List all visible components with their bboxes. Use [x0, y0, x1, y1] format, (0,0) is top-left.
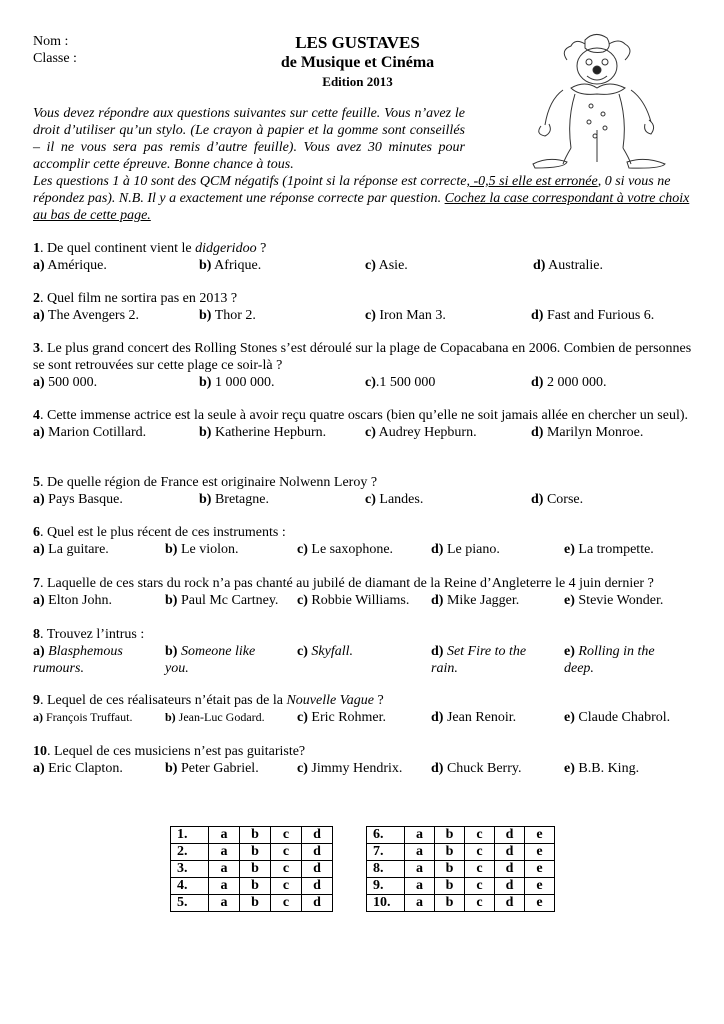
answer-row [367, 827, 555, 844]
question-text: . Lequel de ces réalisateurs n’était pas de la [40, 693, 287, 708]
answer-row-number: 2. [171, 844, 209, 861]
question-number: 8 [33, 627, 40, 642]
question-text-italic: didgeridoo [195, 241, 257, 256]
option-e: e) Claude Chabrol. [564, 710, 671, 725]
answer-checkbox-a[interactable]: a [405, 895, 435, 912]
answer-checkbox-b[interactable]: b [240, 895, 271, 912]
option-d: d) Australie. [533, 258, 603, 273]
question-number: 2 [33, 291, 40, 306]
student-info [33, 33, 77, 67]
answer-row-number: 8. [367, 861, 405, 878]
scoring-rules [33, 173, 691, 224]
answer-checkbox-c[interactable]: c [465, 861, 495, 878]
question-3 [33, 340, 693, 391]
question-number: 10 [33, 744, 47, 759]
answer-checkbox-c[interactable]: c [465, 878, 495, 895]
answer-checkbox-a[interactable]: a [405, 878, 435, 895]
question-text-end: ? [256, 241, 267, 256]
answer-checkbox-b[interactable]: b [240, 844, 271, 861]
answer-row [367, 878, 555, 895]
answer-row [171, 861, 333, 878]
answer-row [171, 844, 333, 861]
option-c: c) Jimmy Hendrix. [297, 761, 403, 776]
option-c: c) Le saxophone. [297, 542, 394, 557]
option-b: b) 1 000 000. [199, 375, 275, 390]
option-b: b) Paul Mc Cartney. [165, 593, 279, 608]
question-8 [33, 626, 693, 677]
option-c: c) Asie. [365, 258, 408, 273]
option-b: b) Katherine Hepburn. [199, 425, 327, 440]
option-b: b) Jean-Luc Godard. [165, 710, 265, 724]
question-number: 9 [33, 693, 40, 708]
answer-checkbox-c[interactable]: c [271, 844, 302, 861]
question-7 [33, 575, 693, 609]
option-d: d) 2 000 000. [531, 375, 607, 390]
answer-row-number: 9. [367, 878, 405, 895]
option-a: a) Marion Cotillard. [33, 425, 147, 440]
answer-row [367, 895, 555, 912]
answer-row-number: 10. [367, 895, 405, 912]
option-c: c) Skyfall. [297, 644, 353, 659]
classe-label: Classe : [33, 51, 77, 66]
option-a: a) The Avengers 2. [33, 308, 140, 323]
option-a: a) Blasphemous rumours. [33, 644, 123, 676]
nom-label: Nom : [33, 34, 69, 49]
scoring-rules-penalty: , -0,5 si elle est erronée [466, 174, 598, 189]
answer-checkbox-d[interactable]: d [302, 861, 333, 878]
answer-checkbox-a[interactable]: a [209, 827, 240, 844]
answer-checkbox-e[interactable]: e [525, 895, 555, 912]
answer-row-number: 1. [171, 827, 209, 844]
question-10 [33, 743, 693, 777]
answer-checkbox-b[interactable]: b [240, 861, 271, 878]
question-1 [33, 240, 693, 274]
answer-row [171, 878, 333, 895]
question-text: . Le plus grand concert des Rolling Stones s’est déroulé sur la plage de Copacabana en 2006. Combien de personnes se sont retrouvées sur cette plage ce soir-là ? [33, 341, 692, 373]
option-b: b) Afrique. [199, 258, 262, 273]
option-d: d) Chuck Berry. [431, 761, 522, 776]
answer-checkbox-b[interactable]: b [240, 827, 271, 844]
answer-row [171, 827, 333, 844]
page-title: LES GUSTAVES [295, 33, 420, 52]
question-2 [33, 290, 693, 324]
option-b: b) Le violon. [165, 542, 239, 557]
question-text: . Lequel de ces musiciens n’est pas guitariste? [47, 744, 306, 759]
option-d: d) Jean Renoir. [431, 710, 517, 725]
option-d: d) Marilyn Monroe. [531, 425, 644, 440]
answer-checkbox-d[interactable]: d [495, 895, 525, 912]
answer-checkbox-c[interactable]: c [271, 861, 302, 878]
option-a: a) Pays Basque. [33, 492, 123, 507]
question-text-italic: Nouvelle Vague [286, 693, 374, 708]
answer-row-number: 5. [171, 895, 209, 912]
answer-checkbox-b[interactable]: b [240, 878, 271, 895]
answer-checkbox-e[interactable]: e [525, 844, 555, 861]
answer-checkbox-a[interactable]: a [209, 844, 240, 861]
option-d: d) Corse. [531, 492, 584, 507]
answer-row-number: 4. [171, 878, 209, 895]
answer-checkbox-a[interactable]: a [209, 878, 240, 895]
question-number: 6 [33, 525, 40, 540]
option-e: e) B.B. King. [564, 761, 640, 776]
answer-row [171, 895, 333, 912]
question-text-end: ? [373, 693, 384, 708]
question-4 [33, 407, 693, 441]
scoring-rules-instruction: Cochez la case correspondant à votre choix au bas de cette page. [33, 191, 690, 223]
option-e: e) Rolling in the deep. [564, 644, 655, 676]
answer-row [367, 844, 555, 861]
option-c: c) Robbie Williams. [297, 593, 410, 608]
option-c: c) Iron Man 3. [365, 308, 446, 323]
answer-checkbox-c[interactable]: c [271, 878, 302, 895]
option-b: b) Bretagne. [199, 492, 269, 507]
answer-checkbox-c[interactable]: c [271, 827, 302, 844]
answer-checkbox-b[interactable]: b [435, 895, 465, 912]
title-block [230, 33, 485, 90]
option-a: a) Eric Clapton. [33, 761, 123, 776]
question-text: . Trouvez l’intrus : [40, 627, 145, 642]
question-number: 3 [33, 341, 40, 356]
answer-checkbox-c[interactable]: c [465, 895, 495, 912]
option-b: b) Thor 2. [199, 308, 256, 323]
answer-checkbox-d[interactable]: d [495, 827, 525, 844]
option-d: d) Set Fire to the rain. [431, 644, 527, 676]
answer-checkbox-d[interactable]: d [495, 861, 525, 878]
question-number: 4 [33, 408, 40, 423]
answer-checkbox-d[interactable]: d [302, 844, 333, 861]
answer-row-number: 7. [367, 844, 405, 861]
question-text: . De quel continent vient le [40, 241, 196, 256]
option-a: a) Elton John. [33, 593, 112, 608]
option-d: d) Fast and Furious 6. [531, 308, 655, 323]
answer-checkbox-d[interactable]: d [302, 827, 333, 844]
option-a: a) Amérique. [33, 258, 107, 273]
question-number: 1 [33, 241, 40, 256]
answer-checkbox-b[interactable]: b [435, 878, 465, 895]
answer-checkbox-a[interactable]: a [209, 861, 240, 878]
question-number: 5 [33, 475, 40, 490]
question-5 [33, 474, 693, 508]
instructions: Vous devez répondre aux questions suivantes sur cette feuille. Vous n’avez le droit d’utiliser qu’un stylo. (Le crayon à papier et la gomme sont conseillés – il ne vous sera pas remis d’autre feuille). Vous avez 30 minutes pour accomplir cette épreuve. Bonne chance à tous. [33, 106, 465, 172]
answer-checkbox-c[interactable]: c [465, 827, 495, 844]
question-text: . Quel film ne sortira pas en 2013 ? [40, 291, 238, 306]
question-text: . Quel est le plus récent de ces instruments : [40, 525, 286, 540]
option-b: b) Someone like you. [165, 644, 256, 676]
page-subtitle: de Musique et Cinéma [280, 54, 435, 71]
answer-checkbox-a[interactable]: a [209, 895, 240, 912]
option-a: a) 500 000. [33, 375, 98, 390]
option-d: d) Le piano. [431, 542, 500, 557]
question-text: . Cette immense actrice est la seule à avoir reçu quatre oscars (bien qu’elle ne soit jamais allée en chercher un seul). [40, 408, 688, 423]
clown-illustration [505, 30, 685, 170]
answer-grid-1-5 [170, 826, 333, 912]
scoring-rules-part1: Les questions 1 à 10 sont des QCM négatifs (1point si la réponse est correcte [33, 174, 467, 189]
answer-checkbox-e[interactable]: e [525, 827, 555, 844]
option-c: c) Landes. [365, 492, 424, 507]
answer-checkbox-d[interactable]: d [302, 895, 333, 912]
answer-checkbox-e[interactable]: e [525, 861, 555, 878]
answer-checkbox-b[interactable]: b [435, 827, 465, 844]
answer-grid-6-10 [366, 826, 555, 912]
answer-checkbox-e[interactable]: e [525, 878, 555, 895]
question-6 [33, 524, 693, 558]
answer-checkbox-a[interactable]: a [405, 827, 435, 844]
option-e: e) La trompette. [564, 542, 654, 557]
scoring-rules-part2: , 0 si vous ne répondez pas). N.B. Il y a exactement une réponse correcte par question. [33, 174, 671, 206]
answer-checkbox-c[interactable]: c [271, 895, 302, 912]
edition-label: Edition 2013 [322, 74, 393, 89]
option-c: c) Audrey Hepburn. [365, 425, 477, 440]
option-c: c) Eric Rohmer. [297, 710, 387, 725]
answer-checkbox-c[interactable]: c [465, 844, 495, 861]
answer-checkbox-d[interactable]: d [495, 844, 525, 861]
answer-checkbox-b[interactable]: b [435, 844, 465, 861]
option-a: a) La guitare. [33, 542, 109, 557]
answer-checkbox-d[interactable]: d [495, 878, 525, 895]
question-text: . De quelle région de France est originaire Nolwenn Leroy ? [40, 475, 378, 490]
answer-checkbox-a[interactable]: a [405, 861, 435, 878]
question-text: . Laquelle de ces stars du rock n’a pas chanté au jubilé de diamant de la Reine d’Angleterre le 4 juin dernier ? [40, 576, 654, 591]
option-b: b) Peter Gabriel. [165, 761, 259, 776]
option-a: a) François Truffaut. [33, 710, 133, 724]
answer-checkbox-a[interactable]: a [405, 844, 435, 861]
option-e: e) Stevie Wonder. [564, 593, 664, 608]
answer-checkbox-d[interactable]: d [302, 878, 333, 895]
option-d: d) Mike Jagger. [431, 593, 520, 608]
answer-checkbox-b[interactable]: b [435, 861, 465, 878]
answer-row [367, 861, 555, 878]
question-number: 7 [33, 576, 40, 591]
answer-row-number: 6. [367, 827, 405, 844]
question-9 [33, 692, 693, 726]
option-c: c).1 500 000 [365, 375, 436, 390]
answer-row-number: 3. [171, 861, 209, 878]
